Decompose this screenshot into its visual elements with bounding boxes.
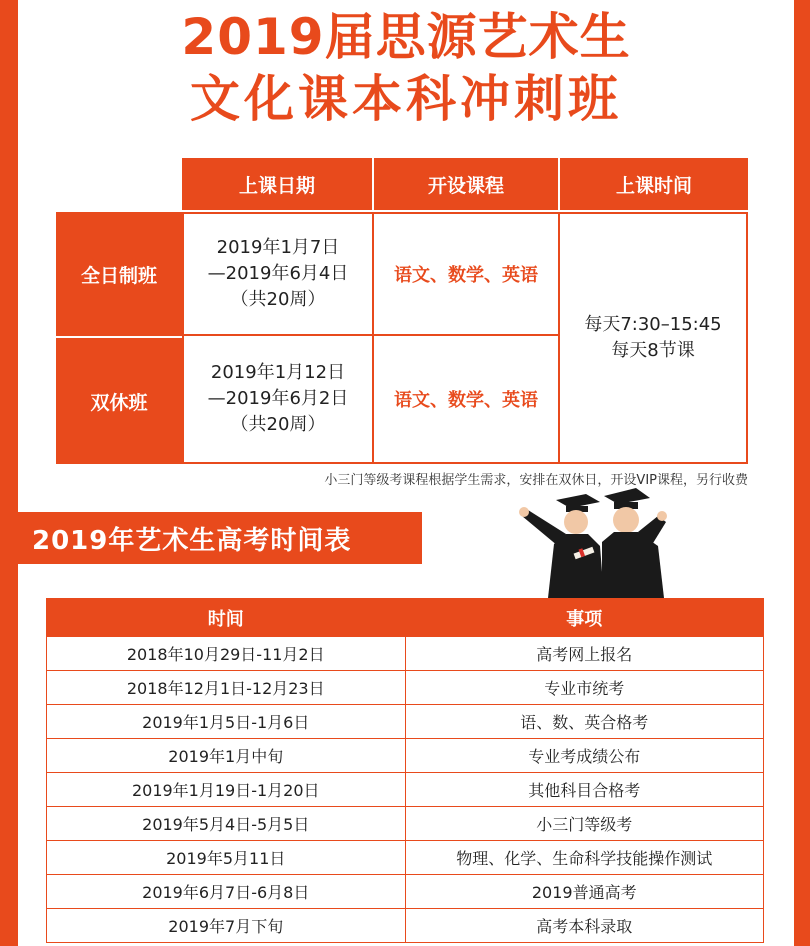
exam-timetable-banner: 2019年艺术生高考时间表	[18, 512, 422, 564]
date-line: —2019年6月2日	[207, 388, 349, 409]
row-name-fulltime: 全日制班	[56, 212, 182, 336]
exam-time-cell: 2018年10月29日-11月2日	[47, 637, 406, 671]
date-line: 2019年1月12日	[210, 362, 346, 383]
table-row	[47, 807, 764, 841]
course-text: 语文、数学、英语	[394, 265, 538, 286]
time-cell	[558, 212, 748, 464]
exam-time-cell: 2019年1月中旬	[47, 739, 406, 773]
exam-item-cell: 高考网上报名	[405, 637, 764, 671]
graduates-illustration	[508, 486, 674, 598]
title-line-1: 2019届思源艺术生	[181, 8, 631, 66]
header-date: 上课日期	[182, 158, 372, 210]
exam-item-cell: 其他科目合格考	[405, 773, 764, 807]
table-row	[47, 909, 764, 943]
table-row	[47, 773, 764, 807]
class-schedule-table	[56, 158, 748, 464]
row-course-weekend	[372, 334, 560, 464]
table-row	[47, 705, 764, 739]
exam-header-time: 时间	[47, 599, 406, 637]
date-line: —2019年6月4日	[207, 263, 349, 284]
exam-time-cell: 2019年1月5日-1月6日	[47, 705, 406, 739]
date-line: 2019年1月7日	[216, 237, 340, 258]
exam-time-cell: 2019年5月4日-5月5日	[47, 807, 406, 841]
table-row	[47, 671, 764, 705]
title-line-2: 文化课本科冲刺班	[190, 70, 622, 128]
row-date-fulltime	[182, 212, 374, 336]
exam-item-cell: 2019普通高考	[405, 875, 764, 909]
time-line: 每天7:30–15:45	[584, 314, 722, 335]
course-note: 小三门等级考课程根据学生需求，安排在双休日，开设VIP课程，另行收费	[324, 473, 748, 488]
table-row	[47, 637, 764, 671]
header-time: 上课时间	[560, 158, 748, 210]
table-row	[47, 739, 764, 773]
header-course: 开设课程	[374, 158, 558, 210]
exam-time-cell: 2019年7月下旬	[47, 909, 406, 943]
row-course-fulltime	[372, 212, 560, 336]
exam-time-cell: 2019年6月7日-6月8日	[47, 875, 406, 909]
date-line: （共20周）	[230, 414, 326, 435]
exam-item-cell: 语、数、英合格考	[405, 705, 764, 739]
exam-timetable	[46, 598, 764, 943]
table-row	[47, 841, 764, 875]
exam-header-item: 事项	[405, 599, 764, 637]
date-line: （共20周）	[230, 289, 326, 310]
table-row	[47, 875, 764, 909]
exam-time-cell: 2018年12月1日-12月23日	[47, 671, 406, 705]
exam-item-cell: 小三门等级考	[405, 807, 764, 841]
exam-time-cell: 2019年5月11日	[47, 841, 406, 875]
exam-item-cell: 专业考成绩公布	[405, 739, 764, 773]
row-date-weekend	[182, 334, 374, 464]
course-text: 语文、数学、英语	[394, 390, 538, 411]
exam-item-cell: 物理、化学、生命科学技能操作测试	[405, 841, 764, 875]
right-frame-bar	[794, 0, 810, 946]
exam-item-cell: 专业市统考	[405, 671, 764, 705]
exam-item-cell: 高考本科录取	[405, 909, 764, 943]
time-line: 每天8节课	[611, 340, 695, 361]
exam-time-cell: 2019年1月19日-1月20日	[47, 773, 406, 807]
row-name-weekend: 双休班	[56, 338, 182, 464]
left-frame-bar	[0, 0, 18, 946]
